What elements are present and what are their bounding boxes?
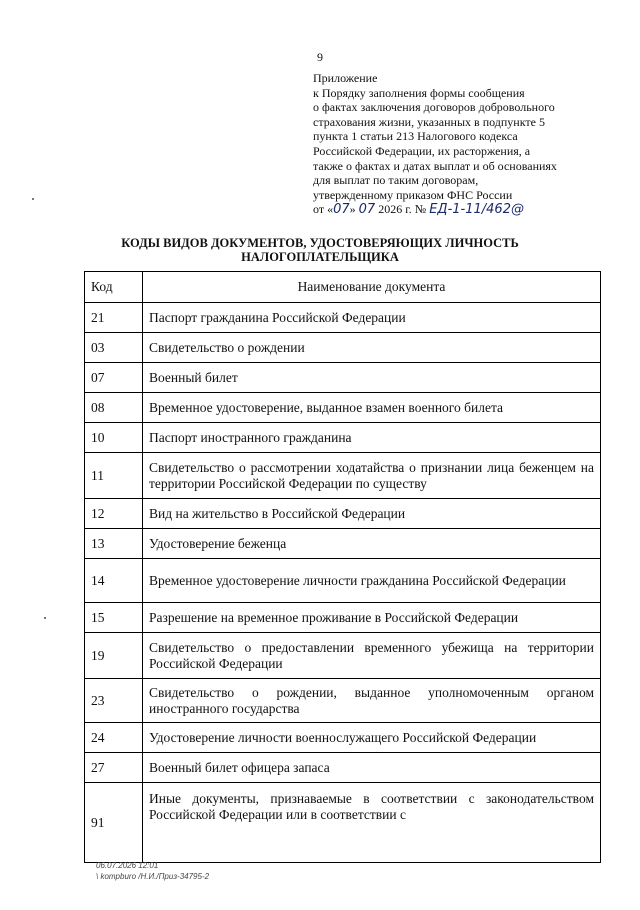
code-cell: 12: [85, 499, 143, 529]
name-cell: Удостоверение беженца: [143, 529, 601, 559]
appendix-line: страхования жизни, указанных в подпункте 5: [313, 114, 545, 129]
order-day-handwritten: 07: [333, 202, 350, 218]
scan-mark: [32, 198, 34, 200]
name-cell: Свидетельство о предоставлении временного убежища на территории Российской Федерации: [143, 633, 601, 679]
page-number: 9: [317, 50, 323, 64]
appendix-line: для выплат по таким договорам,: [313, 173, 479, 188]
order-number-handwritten: ЕД-1-11/462@: [429, 202, 524, 218]
appendix-line: также о фактах и датах выплат и об основаниях: [313, 158, 557, 173]
appendix-line: утвержденному приказом ФНС России: [313, 187, 513, 202]
table-row: [85, 303, 601, 333]
table-row: [85, 423, 601, 453]
name-cell: Удостоверение личности военнослужащего Российской Федерации: [143, 723, 601, 753]
appendix-line: Российской Федерации, их расторжения, а: [313, 143, 531, 158]
footer-stamp: [96, 860, 209, 882]
name-cell: Вид на жительство в Российской Федерации: [143, 499, 601, 529]
code-cell: 03: [85, 333, 143, 363]
code-cell: 10: [85, 423, 143, 453]
order-prefix: от «: [313, 202, 334, 217]
code-cell: 23: [85, 679, 143, 723]
name-cell: Временное удостоверение, выданное взамен военного билета: [143, 393, 601, 423]
code-cell: 07: [85, 363, 143, 393]
code-cell: 13: [85, 529, 143, 559]
table-row: [85, 753, 601, 783]
name-cell: Временное удостоверение личности гражданина Российской Федерации: [143, 559, 601, 603]
appendix-block: [313, 71, 585, 218]
name-cell: Свидетельство о рождении: [143, 333, 601, 363]
code-cell: 14: [85, 559, 143, 603]
code-cell: 21: [85, 303, 143, 333]
table-row: [85, 603, 601, 633]
table-row: [85, 783, 601, 863]
table-row: [85, 333, 601, 363]
table-row: [85, 633, 601, 679]
code-cell: 11: [85, 453, 143, 499]
table-row: [85, 363, 601, 393]
appendix-line: к Порядку заполнения формы сообщения: [313, 85, 525, 100]
code-cell: 19: [85, 633, 143, 679]
document-codes-table: [84, 271, 601, 863]
document-title: КОДЫ ВИДОВ ДОКУМЕНТОВ, УДОСТОВЕРЯЮЩИХ ЛИЧНОСТЬ НАЛОГОПЛАТЕЛЬЩИКА: [121, 236, 519, 264]
code-cell: 91: [85, 783, 143, 863]
name-cell: Свидетельство о рассмотрении ходатайства о признании лица беженцем на территории Российской Федерации по существу: [143, 453, 601, 499]
code-column-header: Код: [85, 272, 143, 303]
code-cell: 15: [85, 603, 143, 633]
name-column-header: Наименование документа: [143, 272, 601, 303]
name-cell: Разрешение на временное проживание в Российской Федерации: [143, 603, 601, 633]
table-row: [85, 453, 601, 499]
order-date-line: [313, 202, 585, 218]
name-cell: Паспорт иностранного гражданина: [143, 423, 601, 453]
code-cell: 27: [85, 753, 143, 783]
name-cell: Иные документы, признаваемые в соответствии с законодательством Российской Федерации или в соответствии с: [143, 783, 601, 863]
appendix-line: пункта 1 статьи 213 Налогового кодекса: [313, 129, 518, 144]
table-row: [85, 499, 601, 529]
order-mid: »: [349, 202, 359, 217]
name-cell: Военный билет офицера запаса: [143, 753, 601, 783]
order-year: 2026 г. №: [375, 202, 430, 217]
name-cell: Свидетельство о рождении, выданное уполномоченным органом иностранного государства: [143, 679, 601, 723]
appendix-line: Приложение: [313, 71, 378, 85]
order-month-handwritten: 07: [358, 202, 376, 218]
table-row: [85, 393, 601, 423]
table-header-row: [85, 272, 601, 303]
table-row: [85, 529, 601, 559]
name-cell: Паспорт гражданина Российской Федерации: [143, 303, 601, 333]
footer-line: \ kompburo /Н.И./Приз-34795-2: [96, 872, 210, 881]
scan-mark: [44, 617, 46, 619]
table-row: [85, 559, 601, 603]
table-row: [85, 723, 601, 753]
table-row: [85, 679, 601, 723]
code-cell: 24: [85, 723, 143, 753]
code-cell: 08: [85, 393, 143, 423]
footer-line: 06.07.2026 12:01: [96, 861, 159, 870]
appendix-line: о фактах заключения договоров добровольного: [313, 100, 555, 115]
name-cell: Военный билет: [143, 363, 601, 393]
